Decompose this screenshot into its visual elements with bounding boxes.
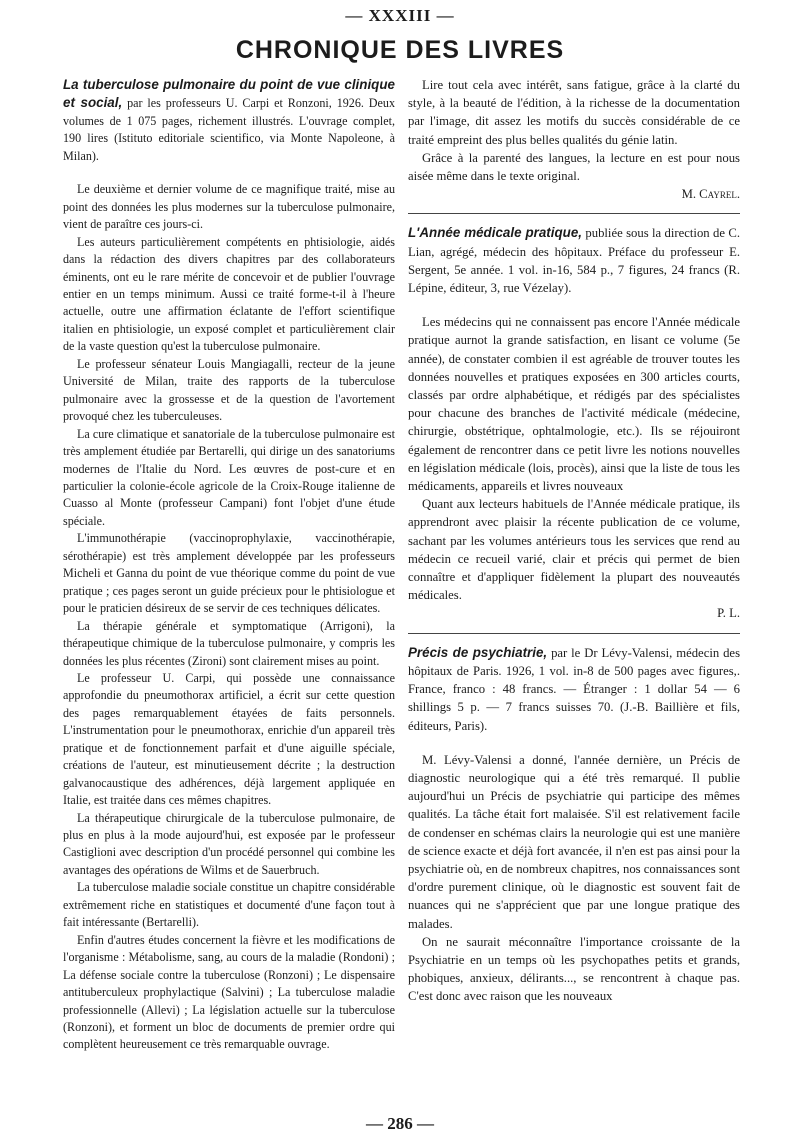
- review-2-title: L'Année médicale pratique,: [408, 225, 582, 241]
- section-divider: [408, 633, 740, 634]
- review-2-paragraph-1: Les médecins qui ne connaissent pas encore l'Année médicale pratique aurnot la grande satisfaction, en lisant ce volume (5e année), de constater combien il est agréable de trouver toutes les données nouvelles et pratiques exposées en 300 articles courts, classés par ordre alphabétique, et rédigés par des spécialistes pour chacune des branches de l'activité médicale (médecine, chirurgie, obstétrique, ophtalmologie, etc.). Ils se réjouiront également de rencontrer dans ce petit livre les notions nouvelles en législation médicale (lois, procès), ainsi que la liste de tous les médicaments, appareils et livres nouveaux: [408, 315, 740, 494]
- review-3-paragraph-2: On ne saurait méconnaître l'importance croissante de la Psychiatrie en un temps où les psychopathes petits et grands, phobiques, anxieux, délirants..., se rencontrent à chaque pas. C'est donc avec raison que les nouveaux: [408, 934, 740, 1004]
- review-1-paragraph-7: Le professeur U. Carpi, qui possède une connaissance approfondie du pneumothorax artificiel, a écrit sur cette question des pages remarquablement étayées de faits personnels. L'instrumentation pour le pneumothorax, enrichie d'un appareil très pratique et de fonctionnement parfait et d'une aiguille spéciale, créations de l'auteur, est minutieusement décrite ; la destruction galvanocaustique des adhérences, déjà largement appliquée en Italie, est traitée dans ces mêmes chapitres.: [63, 670, 395, 808]
- review-2-paragraph-2: Quant aux lecteurs habituels de l'Année médicale pratique, ils apprendront avec plaisir la récente publication de ce volume, sachant par les volumes antérieurs tous les services que rend au médecin ce recueil varié, clair et précis qui permet de bien connaître et d'appliquer fidèlement la plupart des nouveautés médicales.: [408, 497, 740, 603]
- review-3-paragraph-1: M. Lévy-Valensi a donné, l'année dernière, un Précis de diagnostic neurologique qui a été très remarqué. Il publie aujourd'hui un Précis de psychiatrie qui participe des mêmes qualités. La tâche était fort malaisée. S'il est relativement facile de condenser en schémas clairs la neurologie qui est une manière de science exacte et déjà fort avancée, il n'en est pas ainsi pour la psychiatrie où, en de nombreux chapitres, nos connaissances sont d'ordre purement clinique, où le diagnostic est souvent fait de nuances qui ne s'apprécient que par une longue pratique des malades.: [408, 752, 740, 931]
- review-1-paragraph-11: Lire tout cela avec intérêt, sans fatigue, grâce à la clarté du style, à la beauté de l'édition, à la richesse de la documentation par l'image, dit assez les motifs du succès considérable de ce traité empreint des plus belles qualités du génie latin.: [408, 78, 740, 147]
- review-1-paragraph-9: La tuberculose maladie sociale constitue un chapitre considérable extrêmement riche en statistiques et documenté d'une façon tout à fait intéressante (Bertarelli).: [63, 880, 395, 930]
- review-1-paragraph-6: La thérapie générale et symptomatique (Arrigoni), la thérapeutique chimique de la tuberculose pulmonaire, y compris les données les plus récentes (Zironi) sont clairement mises au point.: [63, 618, 395, 668]
- review-3-header: [408, 644, 740, 735]
- review-3-meta: par le Dr Lévy-Valensi, médecin des hôpitaux de Paris. 1926, 1 vol. in-8 de 500 pages avec figures,. France, franco : 48 francs. — Étranger : 1 dollar 54 — 6 shillings 5 p. — 7 francs suisses 70. (J.-B. Baillière et fils, éditeurs, Paris).: [408, 645, 741, 733]
- review-1-paragraph-4: La cure climatique et sanatoriale de la tuberculose pulmonaire est très amplement étudiée par Bertarelli, qui dirige un des sanatoriums modernes de l'Italie du Nord. Les œuvres de post-cure et en particulier la colonie-école agricole de la Croix-Rouge italienne de Cuasso al Monte (professeur Campani) font l'objet d'une étude spéciale.: [63, 426, 395, 528]
- review-1-paragraph-8: La thérapeutique chirurgicale de la tuberculose pulmonaire, de plus en plus à la mode aujourd'hui, est exposée par le professeur Castiglioni avec description d'un procédé personnel qui combine les avantages des opérations de Wilms et de Sauerbruch.: [63, 810, 395, 877]
- section-divider: [408, 213, 740, 214]
- review-1-paragraph-3: Le professeur sénateur Louis Mangiagalli, recteur de la jeune Université de Milan, traite des rapports de la tuberculose pulmonaire avec la grossesse et de la question de l'avortement provoqué chez les tuberculeuses.: [63, 356, 395, 424]
- review-2-header: [408, 224, 740, 297]
- review-1-signature: M. Cayrel.: [681, 187, 740, 202]
- section-title: CHRONIQUE DES LIVRES: [235, 36, 565, 64]
- review-1-paragraph-2: Les auteurs particulièrement compétents en phtisiologie, aidés dans la rédaction des divers chapitres par des collaborateurs éminents, ont eu le rare mérite de concevoir et de publier l'ouvrage entier en un temps minimum. Aussi ce traité forme-t-il à l'heure actuelle, outre une affirmation éclatante de l'effort scientifique italien en phtisiologie, un exposé complet et particulièrement clair de la vaste question qu'est la tuberculose pulmonaire.: [63, 234, 395, 354]
- page-number-bottom: — 286 —: [366, 1114, 434, 1133]
- right-column: [408, 76, 740, 1006]
- review-1-header: [63, 76, 395, 165]
- review-1-paragraph-12: Grâce à la parenté des langues, la lecture en est pour nous aisée même dans le texte original.: [408, 150, 740, 184]
- review-2-signature: P. L.: [717, 606, 740, 621]
- review-1-paragraph-1: Le deuxième et dernier volume de ce magnifique traité, mise au point des données les plus modernes sur la tuberculose pulmonaire, vient de paraître ces jours-ci.: [63, 182, 395, 232]
- review-1-paragraph-5: L'immunothérapie (vaccinoprophylaxie, vaccinothérapie, sérothérapie) est très amplement développée par les professeurs Micheli et Ganna du point de vue théorique comme du point de vue pratique ; ces pages seront un guide précieux pour le phtisiologue et pour le praticien désireux de se servir de ces techniques délicates.: [63, 531, 395, 616]
- page-number-top: — XXXIII —: [345, 6, 455, 25]
- left-column: [63, 76, 395, 1054]
- review-2-meta: publiée sous la direction de C. Lian, agrégé, médecin des hôpitaux. Préface du professeur E. Sergent, 5e année. 1 vol. in-16, 584 p., 7 figures, 24 francs (R. Lépine, éditeur, 3, rue Vézelay).: [408, 226, 740, 296]
- review-3-title: Précis de psychiatrie,: [408, 644, 548, 660]
- review-1-meta: par les professeurs U. Carpi et Ronzoni, 1926. Deux volumes de 1 075 pages, richement illustrés. L'ouvrage complet, 190 lires (Istituto editoriale scientifico, via Monte Napoleone, à Milan).: [63, 96, 395, 163]
- review-1-title: La tuberculose pulmonaire du point de vue clinique et social,: [63, 77, 395, 111]
- review-1-paragraph-10: Enfin d'autres études concernent la fièvre et les modifications de l'organisme : Métabolisme, sang, au cours de la maladie (Rondoni) ; La défense sociale contre la tuberculose (Ronzoni) ; Le dispensaire antituberculeux prophylactique (Salvini) ; La tuberculose maladie professionnelle (Allevi) ; La législation actuelle sur la tuberculose (Ronzoni), et forment un bloc de documents de premier ordre qui complètent heureusement ce très remarquable ouvrage.: [63, 932, 395, 1052]
